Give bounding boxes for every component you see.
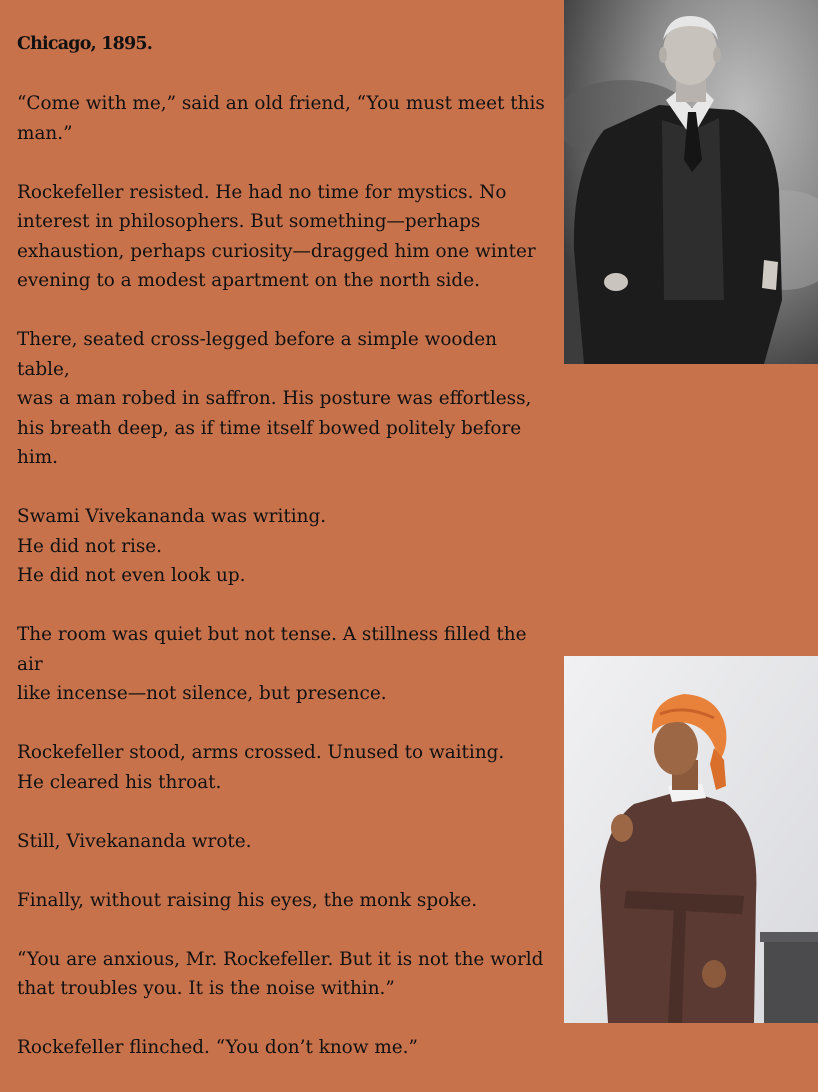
story-paragraph: Finally, without raising his eyes, the monk spoke. — [17, 889, 478, 911]
story-paragraph: Swami Vivekananda was writing. He did not rise. He did not even look up. — [17, 506, 327, 586]
story-paragraph: “Come with me,” said an old friend, “You must meet this man.” — [17, 93, 545, 144]
story-paragraph: “You are anxious, Mr. Rockefeller. But it is not the world that troubles you. It is the noise within.” — [17, 948, 544, 999]
rockefeller-photo — [564, 0, 818, 364]
story-paragraph: Rockefeller stood, arms crossed. Unused to waiting. He cleared his throat. — [17, 742, 505, 793]
story-heading: Chicago, 1895. — [17, 34, 152, 54]
story-paragraph: There, seated cross-legged before a simple wooden table, was a man robed in saffron. His posture was effortless, his breath deep, as if time itself bowed politely before him. — [17, 329, 532, 468]
story-paragraph: The room was quiet but not tense. A stillness filled the air like incense—not silence, but presence. — [17, 624, 527, 704]
story-paragraph: Still, Vivekananda wrote. — [17, 830, 252, 852]
story-paragraph: Rockefeller resisted. He had no time for mystics. No interest in philosophers. But something—perhaps exhaustion, perhaps curiosity—dragged him one winter evening to a modest apartment on the north side. — [17, 181, 536, 291]
story-paragraph: Rockefeller flinched. “You don’t know me.” — [17, 1037, 418, 1058]
story-text — [17, 30, 547, 1092]
vivekananda-photo — [564, 656, 818, 1023]
